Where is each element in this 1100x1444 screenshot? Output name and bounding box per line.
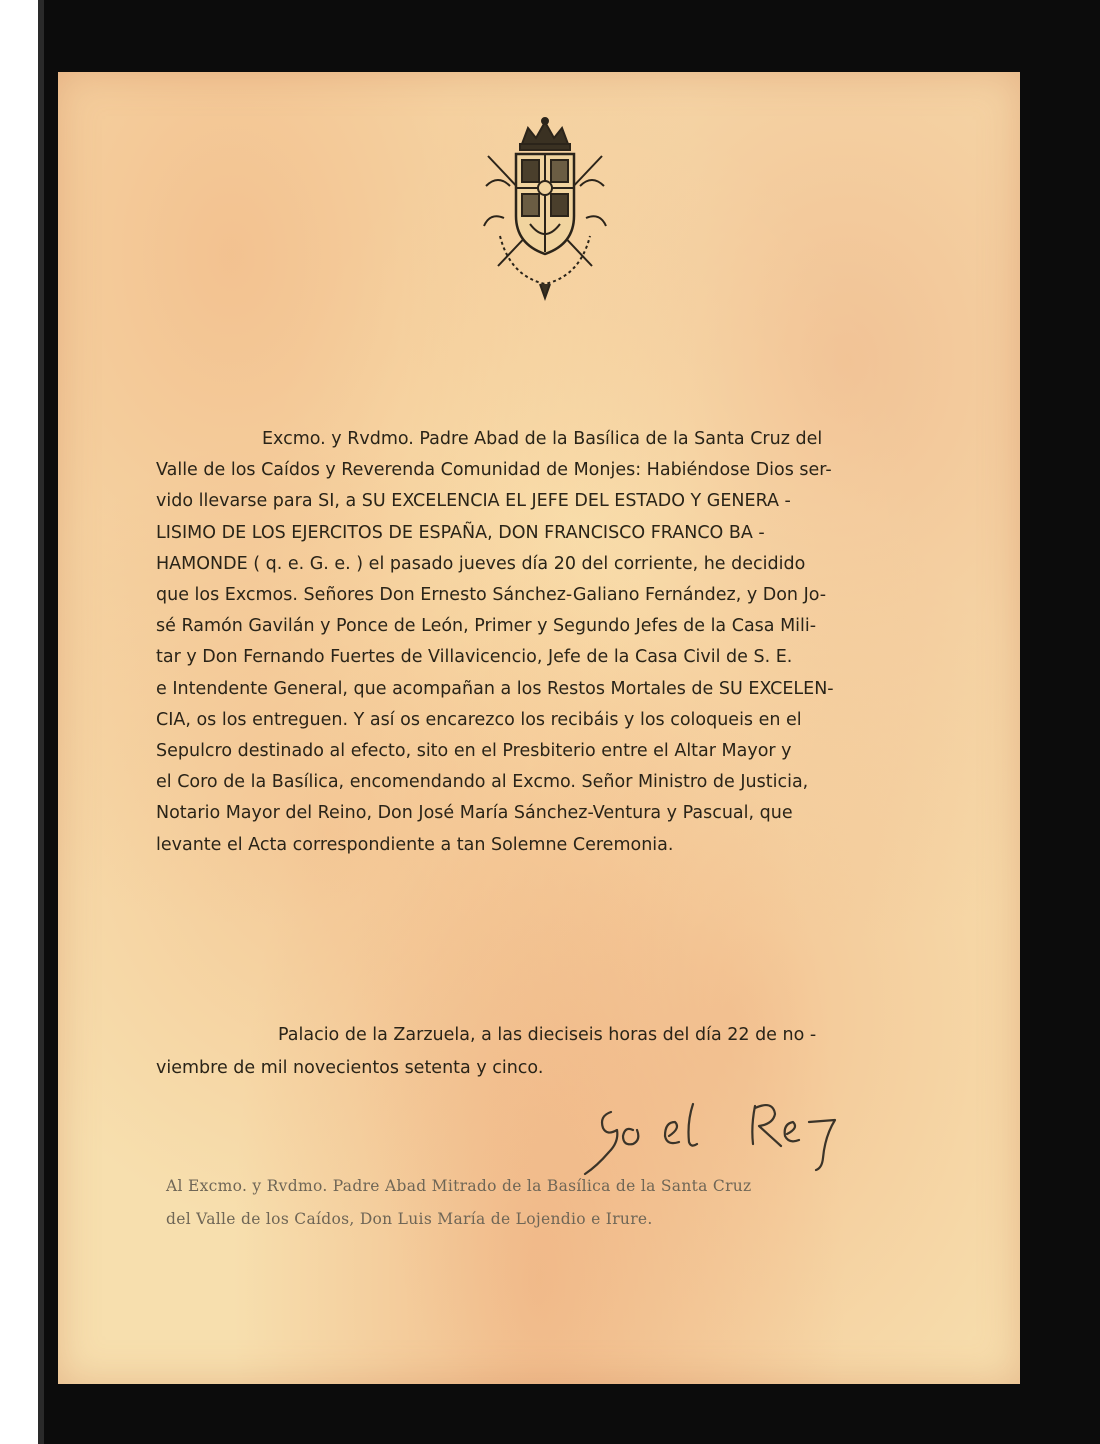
body-line: vido llevarse para SI, a SU EXCELENCIA EL JEFE DEL ESTADO Y GENERA - [156,491,791,512]
document-page [58,72,1020,1384]
date-line: Palacio de la Zarzuela, a las dieciseis horas del día 22 de no - [278,1025,817,1045]
body-line: tar y Don Fernando Fuertes de Villavicencio, Jefe de la Casa Civil de S. E. [156,647,793,668]
royal-coat-of-arms [470,116,620,301]
decree-body [152,424,952,861]
body-line: Valle de los Caídos y Reverenda Comunidad de Monjes: Habiéndose Dios ser- [156,460,832,481]
dateline [152,1019,952,1085]
body-line: LISIMO DE LOS EJERCITOS DE ESPAÑA, DON FRANCISCO FRANCO BA - [156,522,765,543]
date-line: viembre de mil novecientos setenta y cinco. [156,1058,544,1078]
body-line: el Coro de la Basílica, encomendando al Excmo. Señor Ministro de Justicia, [156,772,809,793]
addressee-block [166,1170,946,1236]
left-margin-strip [0,0,44,1444]
body-line: sé Ramón Gavilán y Ponce de León, Primer y Segundo Jefes de la Casa Mili- [156,616,817,637]
address-line: del Valle de los Caídos, Don Luis María de Lojendio e Irure. [166,1210,653,1228]
body-line: e Intendente General, que acompañan a los Restos Mortales de SU EXCELEN- [156,678,834,699]
body-line: levante el Acta correspondiente a tan Solemne Ceremonia. [156,834,674,855]
body-line: Notario Mayor del Reino, Don José María Sánchez-Ventura y Pascual, que [156,803,793,824]
body-line: CIA, os los entreguen. Y así os encarezco los recibáis y los coloqueis en el [156,709,802,730]
body-line: Excmo. y Rvdmo. Padre Abad de la Basílica de la Santa Cruz del [262,429,823,449]
address-line: Al Excmo. y Rvdmo. Padre Abad Mitrado de la Basílica de la Santa Cruz [166,1177,752,1195]
body-line: Sepulcro destinado al efecto, sito en el Presbiterio entre el Altar Mayor y [156,741,792,762]
body-line: HAMONDE ( q. e. G. e. ) el pasado jueves día 20 del corriente, he decidido [156,553,806,574]
body-line: que los Excmos. Señores Don Ernesto Sánchez-Galiano Fernández, y Don Jo- [156,585,827,606]
